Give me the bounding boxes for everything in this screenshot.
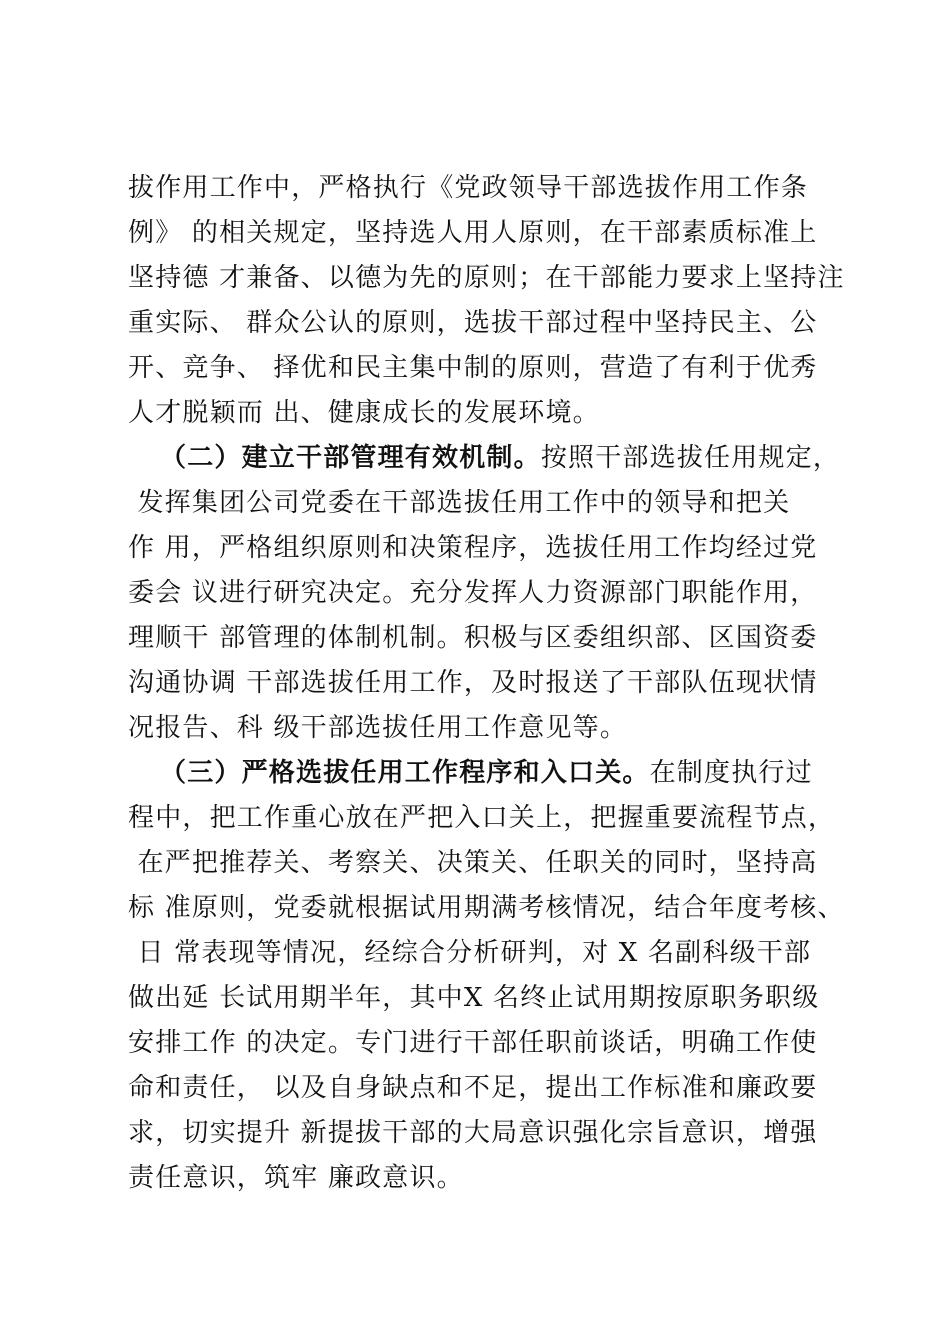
paragraph-1 (128, 166, 848, 436)
paragraph-2 (128, 436, 848, 751)
section-heading: （三）严格选拔任用工作程序和入口关。 (160, 758, 650, 788)
text-line (128, 436, 848, 481)
text-run: 在制度执行过 (649, 758, 813, 788)
text-line: 委会 议进行研究决定。充分发挥人力资源部门职能作用， (128, 578, 818, 608)
text-line: 求，切实提升 新提拔干部的大局意识强化宗旨意识，增强 (128, 1118, 818, 1148)
text-line: 坚持德 才兼备、以德为先的原则；在干部能力要求上坚持注 (128, 263, 845, 293)
document-page (128, 166, 848, 1201)
text-line: 发挥集团公司党委在干部选拔任用工作中的领导和把关 (128, 488, 791, 518)
text-line: 作 用，严格组织原则和决策程序，选拔任用工作均经过党 (128, 533, 818, 563)
text-line: 在严把推荐关、考察关、决策关、任职关的同时，坚持高 (128, 848, 818, 878)
text-line: 标 准原则，党委就根据试用期满考核情况，结合年度考核、 (128, 893, 845, 923)
text-line: 例》 的相关规定，坚持选人用人原则，在干部素质标准上 (128, 218, 818, 248)
text-line: 开、竞争、 择优和民主集中制的原则，营造了有利于优秀 (128, 353, 818, 383)
text-line (128, 751, 848, 796)
text-line: 重实际、 群众公认的原则，选拔干部过程中坚持民主、公 (128, 308, 818, 338)
text-line: 程中，把工作重心放在严把入口关上，把握重要流程节点， (128, 803, 836, 833)
text-line: 理顺干 部管理的体制机制。积极与区委组织部、区国资委 (128, 623, 818, 653)
text-line: 日 常表现等情况，经综合分析研判，对 X 名副科级干部 (128, 938, 812, 968)
section-heading: （二）建立干部管理有效机制。 (160, 443, 541, 473)
text-line: 责任意识，筑牢 廉政意识。 (128, 1163, 464, 1193)
text-line: 命和责任， 以及自身缺点和不足，提出工作标准和廉政要 (128, 1073, 818, 1103)
text-line: 拔作用工作中，严格执行《党政领导干部选拔作用工作条 (128, 173, 809, 203)
paragraph-3 (128, 751, 848, 1201)
text-line: 况报告、科 级干部选拔任用工作意见等。 (128, 713, 628, 743)
text-line: 做出延 长试用期半年，其中X 名终止试用期按原职务职级 (128, 983, 820, 1013)
text-line: 沟通协调 干部选拔任用工作，及时报送了干部队伍现状情 (128, 668, 818, 698)
text-run: 按照干部选拔任用规定， (540, 443, 841, 473)
text-line: 安排工作 的决定。专门进行干部任职前谈话，明确工作使 (128, 1028, 818, 1058)
text-line: 人才脱颖而 出、健康成长的发展环境。 (128, 398, 600, 428)
